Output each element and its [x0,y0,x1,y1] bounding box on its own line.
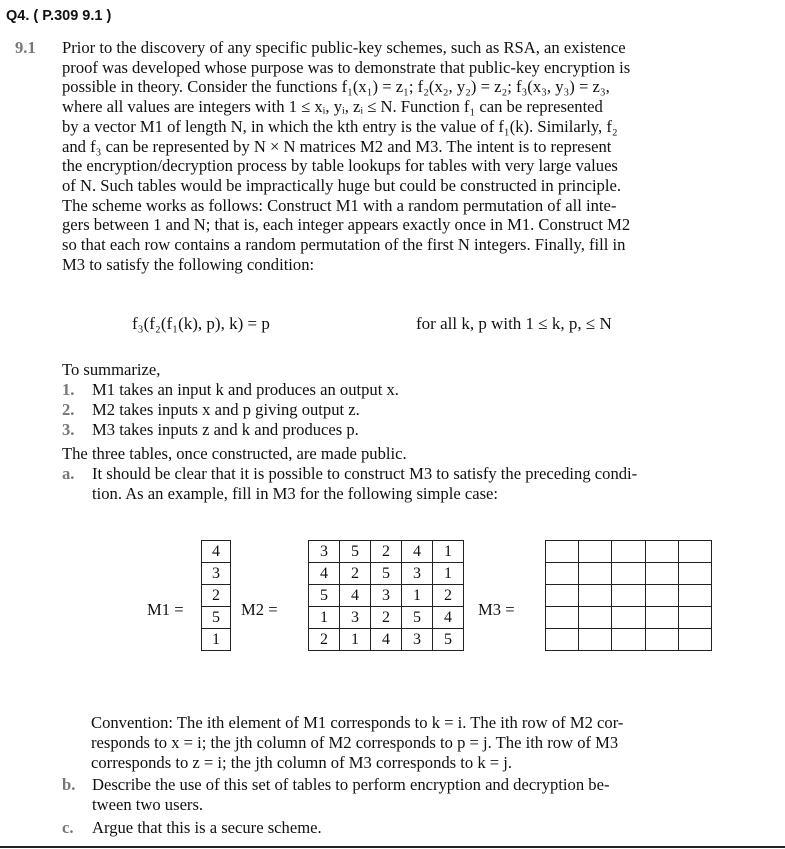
part-c-text: Argue that this is a secure scheme. [92,818,322,837]
m2-label: M2 = [241,600,278,619]
m1-cell: 4 [202,541,231,563]
summary-intro: To summarize, [62,360,161,379]
m2-cell: 4 [309,563,340,585]
m2-cell: 1 [433,563,464,585]
part-b-text: Describe the use of this set of tables to perform encryption and decryption be- [92,775,610,794]
m2-row [309,629,464,651]
m2-cell: 3 [402,563,433,585]
m3-label: M3 = [478,600,515,619]
m3-empty-cell[interactable] [612,585,645,607]
m2-row [309,563,464,585]
m2-cell: 3 [371,585,402,607]
part-a-text: It should be clear that it is possible to construct M3 to satisfy the preceding condi- [92,464,638,483]
m1-cell: 5 [202,607,231,629]
problem-number: 9.1 [15,38,36,57]
m1-vector [201,540,231,651]
m2-cell: 4 [433,607,464,629]
m3-empty-cell[interactable] [612,607,645,629]
part-a-line [62,464,637,484]
m3-row [546,629,712,651]
intro-line: by a vector M1 of length N, in which the kth entry is the value of f₁(k). Similarly, f₂ [62,116,618,136]
m2-row [309,607,464,629]
m3-empty-cell[interactable] [678,585,711,607]
m3-empty-cell[interactable] [645,563,678,585]
m2-cell: 3 [309,541,340,563]
m2-cell: 1 [309,607,340,629]
m2-cell: 1 [402,585,433,607]
m3-empty-cell[interactable] [546,629,579,651]
m2-cell: 3 [340,607,371,629]
m3-empty-cell[interactable] [579,541,612,563]
m2-cell: 5 [309,585,340,607]
m3-empty-cell[interactable] [645,585,678,607]
m3-empty-cell[interactable] [546,607,579,629]
m3-empty-cell[interactable] [678,563,711,585]
m1-row [202,541,231,563]
m2-cell: 5 [433,629,464,651]
m3-empty-cell[interactable] [612,563,645,585]
m2-cell: 3 [402,629,433,651]
question-header: Q4. ( P.309 9.1 ) [6,8,112,24]
m2-cell: 4 [340,585,371,607]
m3-row [546,585,712,607]
m3-empty-cell[interactable] [645,541,678,563]
m3-empty-cell[interactable] [546,541,579,563]
m3-empty-cell[interactable] [678,629,711,651]
m3-empty-cell[interactable] [579,585,612,607]
m3-empty-cell[interactable] [678,541,711,563]
intro-line: Prior to the discovery of any specific public-key schemes, such as RSA, an existence [62,38,626,57]
m3-empty-cell[interactable] [579,629,612,651]
convention-line: corresponds to z = i; the jth column of M3 corresponds to k = j. [91,753,513,772]
summary-item [62,380,399,400]
m2-row [309,541,464,563]
intro-line: where all values are integers with 1 ≤ xᵢ, yᵢ, zᵢ ≤ N. Function f₁ can be represented [62,97,603,117]
public-statement: The three tables, once constructed, are made public. [62,444,407,463]
summary-item-number: 1. [62,380,75,399]
intro-line: and f₃ can be represented by N × N matrices M2 and M3. The intent is to represent [62,136,612,156]
m3-empty-cell[interactable] [645,607,678,629]
m3-row [546,607,712,629]
m2-cell: 2 [340,563,371,585]
m2-cell: 5 [371,563,402,585]
m3-empty-cell[interactable] [579,563,612,585]
convention-line: responds to x = i; the jth column of M2 corresponds to p = j. The ith row of M3 [91,733,619,752]
intro-line: proof was developed whose purpose was to demonstrate that public-key encryption is [62,57,631,77]
m2-cell: 4 [402,541,433,563]
summary-item [62,400,360,420]
m3-empty-cell[interactable] [546,563,579,585]
summary-item-number: 3. [62,420,75,439]
convention-line: Convention: The ith element of M1 corresponds to k = i. The ith row of M2 cor- [91,713,624,732]
m3-empty-cell[interactable] [612,541,645,563]
m2-row [309,585,464,607]
intro-paragraph [62,38,758,274]
m3-empty-cell[interactable] [612,629,645,651]
m2-cell: 2 [371,541,402,563]
m2-cell: 1 [433,541,464,563]
m2-matrix [308,540,464,651]
intro-line: so that each row contains a random permutation of the first N integers. Finally, fill in [62,235,626,255]
summary-item-text: M2 takes inputs x and p giving output z. [92,400,360,419]
summary-item-text: M1 takes an input k and produces an output x. [92,380,399,399]
part-b-line: tween two users. [92,795,204,814]
m2-cell: 1 [340,629,371,651]
part-a-label: a. [62,464,75,483]
intro-line: gers between 1 and N; that is, each integer appears exactly once in M1. Construct M2 [62,215,631,235]
part-c-line [62,818,322,838]
m1-cell: 2 [202,585,231,607]
m1-row [202,563,231,585]
intro-line: M3 to satisfy the following condition: [62,254,315,274]
m1-label: M1 = [147,600,184,619]
m3-row [546,563,712,585]
m1-row [202,585,231,607]
intro-line: The scheme works as follows: Construct M1 with a random permutation of all inte- [62,195,617,215]
m2-cell: 4 [371,629,402,651]
m1-cell: 1 [202,629,231,651]
summary-item-number: 2. [62,400,75,419]
m3-empty-cell[interactable] [546,585,579,607]
condition-range: for all k, p with 1 ≤ k, p, ≤ N [416,314,612,333]
m1-row [202,629,231,651]
m2-cell: 2 [371,607,402,629]
m1-cell: 3 [202,563,231,585]
part-c-label: c. [62,818,74,837]
condition-formula: f₃(f₂(f₁(k), p), k) = p [132,314,270,333]
m2-cell: 5 [402,607,433,629]
m3-empty-cell[interactable] [579,607,612,629]
part-a-line: tion. As an example, fill in M3 for the following simple case: [92,484,499,503]
m3-row [546,541,712,563]
intro-line: the encryption/decryption process by table lookups for tables with very large values [62,156,618,176]
part-b-line [62,775,609,795]
bottom-divider [0,846,785,848]
part-b-label: b. [62,775,76,794]
m3-empty-cell[interactable] [645,629,678,651]
m2-cell: 5 [340,541,371,563]
summary-item [62,420,359,440]
intro-line: of N. Such tables would be impractically huge but could be constructed in principle. [62,175,621,195]
intro-line: possible in theory. Consider the functions f₁(x₁) = z₁; f₂(x₂, y₂) = z₂; f₃(x₃, y₃) = z₃, [62,77,610,97]
m1-row [202,607,231,629]
m3-matrix [545,540,712,651]
summary-item-text: M3 takes inputs z and k and produces p. [92,420,359,439]
m3-empty-cell[interactable] [678,607,711,629]
m2-cell: 2 [309,629,340,651]
m2-cell: 2 [433,585,464,607]
